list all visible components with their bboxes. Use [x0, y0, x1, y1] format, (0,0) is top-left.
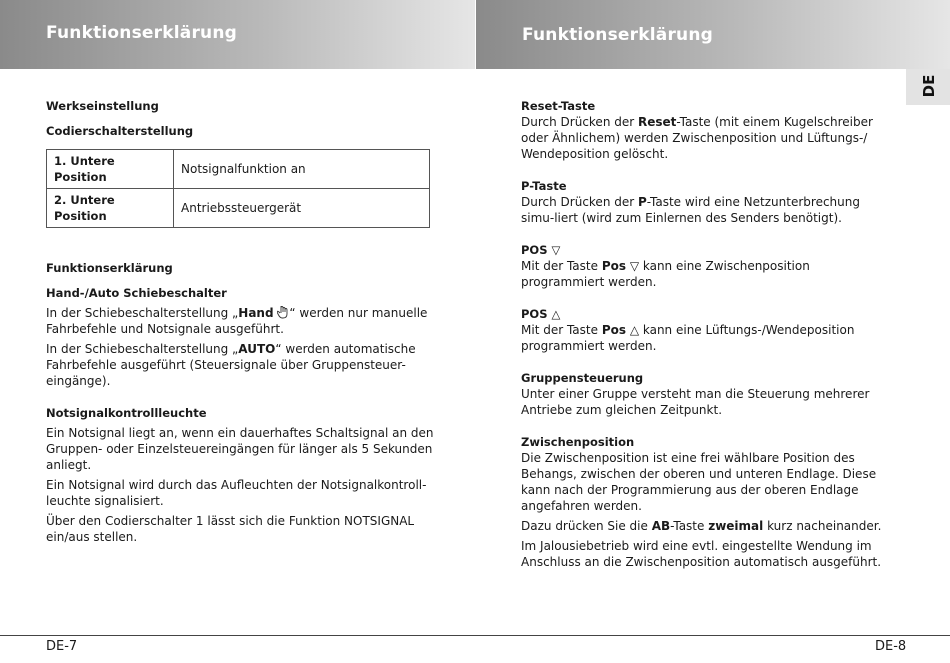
- language-tab: [906, 69, 950, 105]
- codierschalter-heading: Codierschalterstellung: [46, 124, 194, 138]
- notsignal-paragraph-3: Über den Codierschalter 1 lässt sich die Funktion NOTSIGNAL ein/aus stellen.: [46, 514, 415, 544]
- table-row: [47, 189, 430, 228]
- table-cell-value: Notsignalfunktion an: [174, 150, 430, 189]
- p-taste-heading: P-Taste: [521, 179, 567, 193]
- left-page-title: Funktionserklärung: [46, 23, 238, 43]
- zwischen-paragraph-2: Dazu drücken Sie die AB-Taste zweimal kurz nacheinander.: [521, 519, 882, 533]
- zwischen-heading: Zwischenposition: [521, 435, 635, 449]
- left-column: [46, 98, 436, 545]
- pos-down-paragraph: Mit der Taste Pos ▽ kann eine Zwischenposition programmiert werden.: [521, 259, 810, 289]
- werkseinstellung-heading: Werkseinstellung: [46, 99, 159, 113]
- left-page-number: DE-7: [46, 639, 78, 654]
- right-page-number: DE-8: [875, 639, 907, 654]
- notsignal-heading: Notsignalkontrollleuchte: [46, 406, 207, 420]
- table-row: [47, 150, 430, 189]
- notsignal-paragraph-2: Ein Notsignal wird durch das Aufleuchten der Notsignalkontroll-leuchte signalisiert.: [46, 478, 427, 508]
- pos-up-heading: POS △: [521, 307, 561, 321]
- notsignal-paragraph-1: Ein Notsignal liegt an, wenn ein dauerhaftes Schaltsignal an den Gruppen- oder Einzelsteuereingängen für länger als 5 Sekunden anliegt.: [46, 426, 434, 472]
- gruppen-heading: Gruppensteuerung: [521, 371, 644, 385]
- footer-divider: [0, 635, 950, 636]
- zwischen-paragraph-3: Im Jalousiebetrieb wird eine evtl. eingestellte Wendung im Anschluss an die Zwischenposition automatisch ausgeführt.: [521, 539, 882, 569]
- reset-paragraph: Durch Drücken der Reset-Taste (mit einem Kugelschreiber oder Ähnlichem) werden Zwischenposition und Lüftungs-/ Wendeposition gelöscht.: [521, 115, 873, 161]
- language-tab-label: DE: [920, 74, 938, 98]
- reset-heading: Reset-Taste: [521, 99, 596, 113]
- table-cell-value: Antriebssteuergerät: [174, 189, 430, 228]
- auto-paragraph: In der Schiebeschalterstellung „AUTO“ werden automatische Fahrbefehle ausgeführt (Steuersignale über Gruppensteuer-eingänge).: [46, 342, 416, 388]
- table-cell-position: 1. Untere Position: [47, 150, 174, 189]
- table-cell-position: 2. Untere Position: [47, 189, 174, 228]
- gruppen-paragraph: Unter einer Gruppe versteht man die Steuerung mehrerer Antriebe zum gleichen Zeitpunkt.: [521, 387, 870, 417]
- zwischen-paragraph-1: Die Zwischenposition ist eine frei wählbare Position des Behangs, zwischen der oberen und unteren Endlage. Diese kann nach der Programmierung aus der oberen Endlage angefahren werden.: [521, 451, 877, 513]
- pos-up-paragraph: Mit der Taste Pos △ kann eine Lüftungs-/Wendeposition programmiert werden.: [521, 323, 855, 353]
- right-column: [521, 98, 896, 570]
- pos-down-heading: POS ▽: [521, 243, 561, 257]
- funktion-heading: Funktionserklärung: [46, 261, 173, 275]
- p-taste-paragraph: Durch Drücken der P-Taste wird eine Netzunterbrechung simu-liert (wird zum Einlernen des Senders benötigt).: [521, 195, 860, 225]
- coding-switch-table: [46, 149, 430, 228]
- header-left: [0, 0, 475, 69]
- hand-auto-heading: Hand-/Auto Schiebeschalter: [46, 286, 227, 300]
- hand-paragraph: In der Schiebeschalterstellung „Hand “ werden nur manuelle Fahrbefehle und Notsignale ausgeführt.: [46, 306, 428, 336]
- header-right: [476, 0, 950, 69]
- hand-icon: [277, 305, 289, 319]
- right-page-title: Funktionserklärung: [522, 25, 714, 45]
